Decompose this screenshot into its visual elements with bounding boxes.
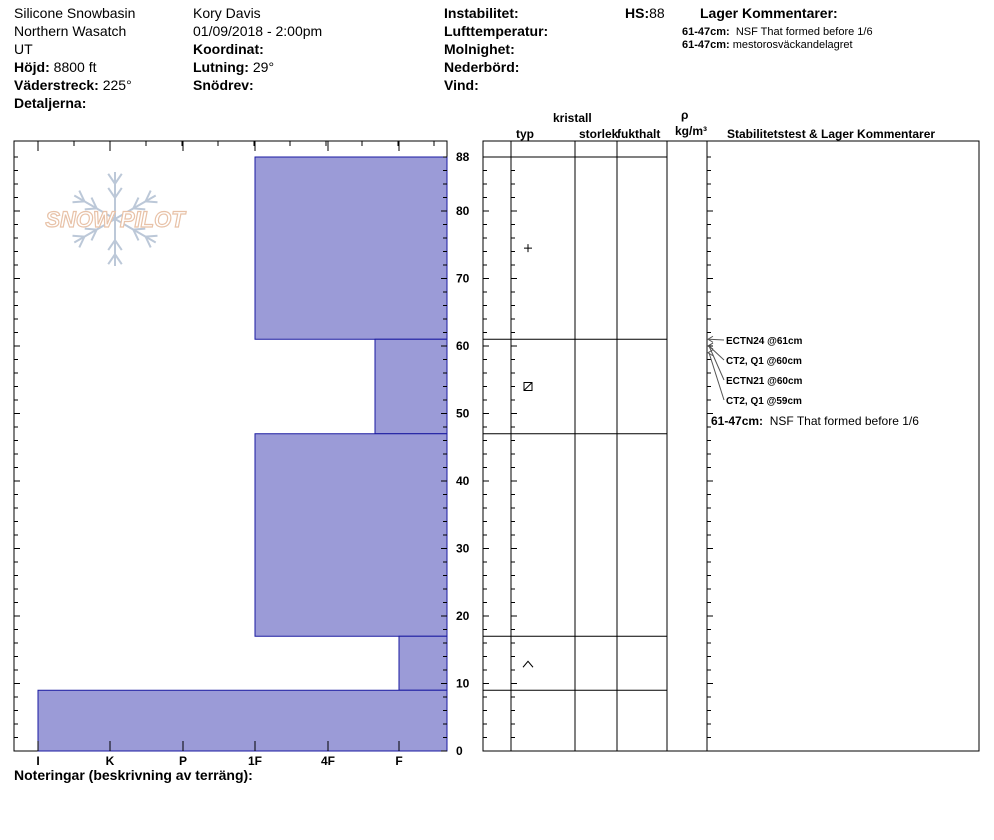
grain-box-icon bbox=[524, 383, 532, 391]
depth-tick-label: 70 bbox=[456, 271, 470, 286]
elevation-value: 8800 ft bbox=[53, 59, 97, 75]
header-size: storlek bbox=[579, 127, 619, 141]
instability-label: Instabilitet: bbox=[444, 5, 519, 21]
flake-branch bbox=[115, 174, 122, 184]
depth-tick-label: 30 bbox=[456, 541, 470, 556]
hardness-tick-label: P bbox=[178, 754, 188, 768]
header-type: typ bbox=[516, 127, 534, 141]
stability-test-label: ECTN21 @60cm bbox=[726, 376, 803, 387]
datetime: 01/09/2018 - 2:00pm bbox=[193, 23, 323, 39]
layer-table bbox=[483, 141, 979, 751]
notes-label: Noteringar (beskrivning av terräng): bbox=[14, 767, 253, 783]
air-temp-label: Lufttemperatur: bbox=[444, 23, 549, 39]
flake-branch bbox=[108, 240, 115, 250]
hardness-tick-label: 1F bbox=[247, 754, 263, 768]
range: Northern Wasatch bbox=[14, 23, 127, 39]
hardness-tick-label: 4F bbox=[320, 754, 336, 768]
test-pointer bbox=[709, 353, 724, 400]
hardness-layer bbox=[255, 434, 447, 637]
flake-branch bbox=[115, 188, 122, 198]
layer-comment-text: NSF That formed before 1/6 bbox=[735, 26, 873, 38]
location: Silicone Snowbasin bbox=[14, 5, 136, 21]
header-stability: Stabilitetstest & Lager Kommentarer bbox=[727, 127, 936, 141]
layer-comment-range: 61-47cm: bbox=[682, 39, 730, 51]
depth-tick-label: 50 bbox=[456, 406, 470, 421]
slope-value: 29° bbox=[252, 59, 275, 75]
hs-label: HS: bbox=[625, 5, 650, 21]
hardness-layer bbox=[38, 690, 447, 751]
aspect-label: Väderstreck: bbox=[14, 77, 99, 93]
flake-branch bbox=[108, 174, 115, 184]
hardness-tick-label: F bbox=[395, 754, 403, 768]
test-comment-text: NSF That formed before 1/6 bbox=[769, 414, 919, 428]
coordinate-label: Koordinat: bbox=[193, 41, 264, 57]
depth-tick-label: 10 bbox=[456, 676, 470, 691]
snowpilot-logo bbox=[45, 172, 186, 266]
flake-branch bbox=[115, 240, 122, 250]
header-crystal: kristall bbox=[553, 111, 592, 125]
hs-value: 88 bbox=[649, 5, 665, 21]
test-pointer bbox=[709, 339, 724, 340]
logo-text: SNOW PILOT bbox=[45, 207, 185, 232]
wind-label: Vind: bbox=[444, 77, 479, 93]
stability-test-label: ECTN24 @61cm bbox=[726, 336, 803, 347]
hardness-layer bbox=[399, 636, 447, 690]
header-rho: ρ bbox=[681, 108, 689, 122]
depth-tick-label: 40 bbox=[456, 474, 470, 488]
hardness-tick-label: I bbox=[36, 754, 40, 768]
depth-tick-label: 20 bbox=[456, 609, 470, 623]
elevation-label: Höjd: bbox=[14, 59, 50, 75]
hardness-layer bbox=[375, 339, 447, 434]
header-moisture: fukthalt bbox=[617, 127, 661, 141]
test-comment-range: 61-47cm: bbox=[711, 414, 764, 428]
state: UT bbox=[14, 41, 33, 57]
drift-label: Snödrev: bbox=[193, 77, 254, 93]
layer-comment-range: 61-47cm: bbox=[682, 26, 730, 38]
header-density-unit: kg/m³ bbox=[675, 124, 708, 138]
details-label: Detaljerna: bbox=[14, 95, 87, 111]
hardness-layer bbox=[255, 157, 447, 339]
precip-label: Nederbörd: bbox=[444, 59, 520, 75]
flake-branch bbox=[146, 201, 158, 202]
aspect-value: 225° bbox=[102, 77, 132, 93]
flake-branch bbox=[108, 254, 115, 264]
layer-comment-text: mestorosväckandelagret bbox=[732, 39, 853, 51]
stability-test-label: CT2, Q1 @59cm bbox=[726, 396, 802, 407]
stability-test-label: CT2, Q1 @60cm bbox=[726, 356, 802, 367]
layer-comments-title: Lager Kommentarer: bbox=[700, 5, 838, 21]
clouds-label: Molnighet: bbox=[444, 41, 515, 57]
slope-label: Lutning: bbox=[193, 59, 249, 75]
hardness-tick-label: K bbox=[105, 754, 115, 768]
flake-branch bbox=[73, 236, 85, 237]
flake-branch bbox=[73, 201, 85, 202]
depth-tick-label: 80 bbox=[456, 204, 470, 218]
grain-caret-icon bbox=[523, 661, 533, 667]
depth-tick-label: 88 bbox=[456, 150, 470, 164]
depth-tick-label: 0 bbox=[456, 744, 463, 758]
flake-branch bbox=[115, 254, 122, 264]
test-comment bbox=[711, 413, 919, 429]
depth-tick-label: 60 bbox=[456, 339, 470, 353]
flake-branch bbox=[146, 236, 158, 237]
flake-branch bbox=[108, 188, 115, 198]
observer: Kory Davis bbox=[193, 5, 261, 21]
